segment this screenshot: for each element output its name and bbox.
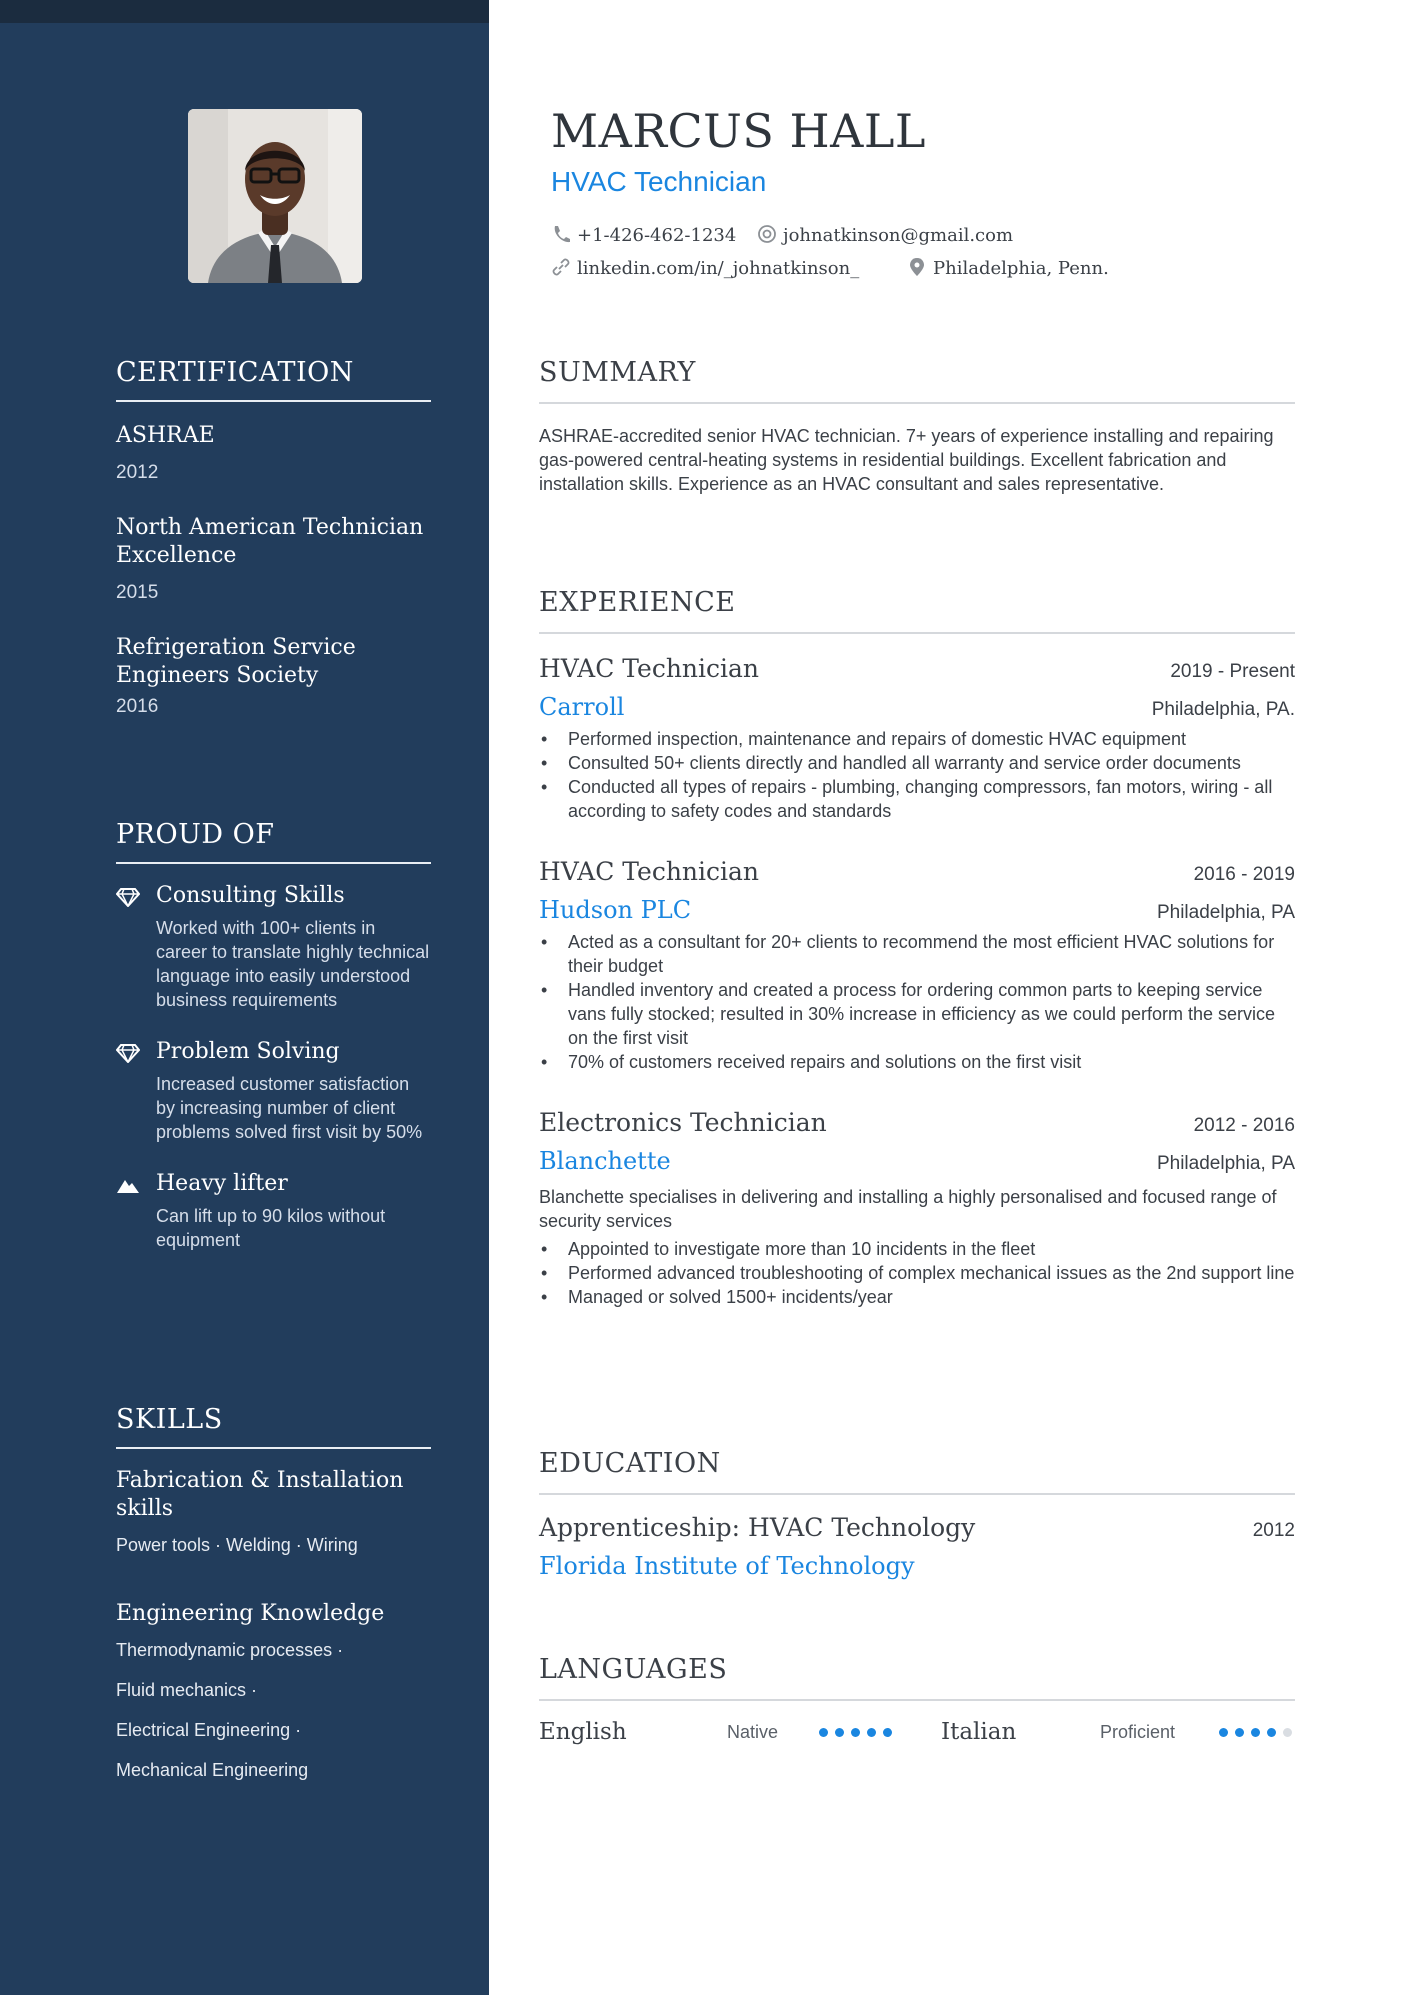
skill-item: Electrical Engineering · <box>116 1720 302 1740</box>
proud-of-title: Problem Solving <box>156 1039 340 1064</box>
rating-dot <box>867 1728 876 1737</box>
job-title: Electronics Technician <box>539 1108 827 1137</box>
rating-dot <box>1251 1728 1260 1737</box>
job-bullet: • Performed inspection, maintenance and repairs of domestic HVAC equipment <box>539 727 1295 751</box>
location-pin-icon <box>907 257 927 277</box>
skill-group <box>116 1467 431 1556</box>
profile-photo <box>188 109 362 283</box>
certification-name: ASHRAE <box>116 423 215 448</box>
proud-of-section <box>116 819 431 1252</box>
email-text[interactable]: johnatkinson@gmail.com <box>783 225 1014 246</box>
education-school: Florida Institute of Technology <box>539 1552 915 1580</box>
certification-item <box>116 514 431 604</box>
summary-heading: SUMMARY <box>539 357 1295 404</box>
rating-dot <box>1235 1728 1244 1737</box>
skills-heading: SKILLS <box>116 1404 431 1449</box>
education-section <box>539 1448 1295 1580</box>
languages-section <box>539 1654 1295 1745</box>
certification-section <box>116 357 431 718</box>
rating-dot <box>1219 1728 1228 1737</box>
certification-name: North American Technician Excellence <box>116 515 424 568</box>
language-rating <box>1219 1728 1292 1737</box>
proud-of-description: Worked with 100+ clients in career to translate highly technical language into easily understood business requirements <box>156 918 430 1010</box>
job-title: HVAC Technician <box>539 654 760 683</box>
job-company: Blanchette <box>539 1147 671 1175</box>
sidebar-top-bar <box>0 0 489 23</box>
experience-heading: EXPERIENCE <box>539 587 1295 634</box>
link-icon <box>551 257 571 277</box>
job-dates: 2019 - Present <box>1170 661 1295 682</box>
sidebar <box>0 0 489 1995</box>
language-rating <box>819 1728 941 1737</box>
contact-location <box>907 257 1109 279</box>
proud-of-description: Can lift up to 90 kilos without equipment <box>156 1206 386 1250</box>
phone-text: +1-426-462-1234 <box>577 225 737 246</box>
rating-dot <box>1267 1728 1276 1737</box>
languages-row <box>539 1719 1295 1745</box>
certification-year: 2016 <box>116 696 159 717</box>
language-level: Native <box>727 1721 779 1742</box>
contact-phone <box>551 224 736 246</box>
linkedin-text[interactable]: linkedin.com/in/_johnatkinson_ <box>577 258 860 279</box>
job-entry <box>539 857 1295 1074</box>
rating-dot <box>883 1728 892 1737</box>
proud-of-description: Increased customer satisfaction by increasing number of client problems solved first visit by 50% <box>156 1074 423 1142</box>
job-location: Philadelphia, PA <box>1156 1153 1295 1174</box>
proud-of-title: Consulting Skills <box>156 883 345 908</box>
diamond-icon <box>116 887 140 907</box>
rating-dot <box>851 1728 860 1737</box>
phone-icon <box>551 224 571 244</box>
rating-dot <box>835 1728 844 1737</box>
certification-heading: CERTIFICATION <box>116 357 431 402</box>
skill-item: Mechanical Engineering <box>116 1760 309 1780</box>
skill-item: Thermodynamic processes · <box>116 1640 344 1660</box>
skill-group-title: Fabrication & Installation skills <box>116 1468 404 1521</box>
contact-email <box>757 224 1013 246</box>
skill-item: Fluid mechanics · <box>116 1680 258 1700</box>
job-company: Carroll <box>539 693 625 721</box>
job-location: Philadelphia, PA. <box>1151 699 1295 720</box>
summary-section <box>539 357 1295 496</box>
languages-heading: LANGUAGES <box>539 1654 1295 1701</box>
experience-section <box>539 587 1295 1309</box>
job-bullet: • Managed or solved 1500+ incidents/year <box>539 1285 1295 1309</box>
mountain-icon <box>116 1175 140 1195</box>
education-degree: Apprenticeship: HVAC Technology <box>539 1513 976 1542</box>
job-title: HVAC Technician <box>539 857 760 886</box>
proud-of-item <box>116 1038 431 1144</box>
language-name: Italian <box>941 1719 1017 1745</box>
language-name: English <box>539 1719 627 1745</box>
skills-section <box>116 1404 431 1790</box>
proud-of-item <box>116 1170 431 1252</box>
rating-dot <box>819 1728 828 1737</box>
job-bullet: • Acted as a consultant for 20+ clients to recommend the most efficient HVAC solutions for their budget <box>539 930 1295 978</box>
skill-group <box>116 1600 431 1790</box>
proud-of-heading: PROUD OF <box>116 819 431 864</box>
job-location: Philadelphia, PA <box>1156 902 1295 923</box>
summary-text: ASHRAE-accredited senior HVAC technician. 7+ years of experience installing and repairing gas-powered central-heating systems in residential buildings. Excellent fabrication and installation skills. Experience as an HVAC consultant and sales representative. <box>539 426 1274 494</box>
proud-of-title: Heavy lifter <box>156 1171 288 1196</box>
skill-tags: Power tools · Welding · Wiring <box>116 1535 358 1555</box>
education-year: 2012 <box>1252 1520 1295 1541</box>
job-bullet: • Conducted all types of repairs - plumbing, changing compressors, fan motors, wiring - all according to safety codes and standards <box>539 775 1295 823</box>
job-bullet: • Handled inventory and created a process for ordering common parts to keeping service vans fully stocked; resulted in 30% increase in efficiency as we could perform the service on the first visit <box>539 978 1295 1050</box>
certification-name: Refrigeration Service Engineers Society <box>116 635 356 688</box>
at-sign-icon <box>757 224 777 244</box>
location-text: Philadelphia, Penn. <box>933 258 1109 279</box>
certification-item <box>116 422 431 484</box>
job-bullet: • Appointed to investigate more than 10 incidents in the fleet <box>539 1237 1295 1261</box>
job-bullet: • 70% of customers received repairs and solutions on the first visit <box>539 1050 1295 1074</box>
certification-item <box>116 634 431 718</box>
job-bullet: • Performed advanced troubleshooting of complex mechanical issues as the 2nd support line <box>539 1261 1295 1285</box>
job-description: Blanchette specialises in delivering and installing a highly personalised and focused range of security services <box>539 1187 1277 1231</box>
diamond-icon <box>116 1043 140 1063</box>
job-bullet: • Consulted 50+ clients directly and handled all warranty and service order documents <box>539 751 1295 775</box>
certification-year: 2015 <box>116 582 159 603</box>
job-bullets <box>539 1237 1295 1309</box>
job-entry <box>539 1108 1295 1309</box>
proud-of-item <box>116 882 431 1012</box>
candidate-name: MARCUS HALL <box>551 104 926 158</box>
job-entry <box>539 654 1295 823</box>
job-dates: 2012 - 2016 <box>1193 1115 1295 1136</box>
job-company: Hudson PLC <box>539 896 692 924</box>
certification-year: 2012 <box>116 462 159 483</box>
contact-linkedin <box>551 257 859 279</box>
language-level: Proficient <box>1100 1721 1176 1742</box>
education-heading: EDUCATION <box>539 1448 1295 1495</box>
job-dates: 2016 - 2019 <box>1193 864 1295 885</box>
job-bullets <box>539 930 1295 1074</box>
skill-group-title: Engineering Knowledge <box>116 1601 385 1626</box>
job-bullets <box>539 727 1295 823</box>
candidate-title: HVAC Technician <box>551 166 767 197</box>
rating-dot <box>1283 1728 1292 1737</box>
